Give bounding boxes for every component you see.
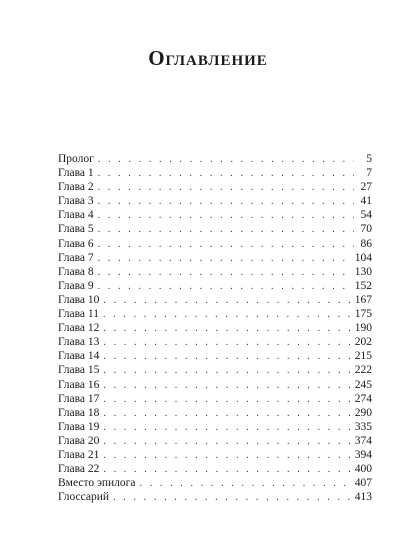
toc-entry-label: Глава 21: [58, 448, 100, 461]
toc-entry-label: Вместо эпилога: [58, 477, 136, 490]
toc-leader-dots: [140, 477, 353, 490]
toc-leader-dots: [98, 209, 354, 222]
toc-entry-page: 274: [354, 392, 372, 405]
toc-leader-dots: [103, 463, 352, 476]
toc-entry-page: 130: [354, 265, 372, 278]
toc-entry[interactable]: [58, 448, 372, 462]
toc-entry-page: 86: [360, 237, 372, 250]
toc-entry-label: Глава 4: [58, 209, 94, 222]
toc-leader-dots: [98, 223, 354, 236]
toc-leader-dots: [98, 238, 354, 251]
toc-entry-page: 54: [360, 209, 372, 222]
toc-entry[interactable]: [58, 434, 372, 448]
toc-entry[interactable]: [58, 321, 372, 335]
toc-entry[interactable]: [58, 462, 372, 476]
toc-entry-page: 175: [354, 308, 372, 321]
toc-entry[interactable]: [58, 335, 372, 349]
toc-entry-label: Глава 10: [58, 293, 100, 306]
toc-entry-label: Глава 11: [58, 308, 99, 321]
toc-leader-dots: [98, 195, 354, 208]
page-title: Оглавление: [148, 46, 268, 71]
toc-entry-label: Глава 14: [58, 350, 100, 363]
toc-leader-dots: [98, 181, 354, 194]
toc-entry[interactable]: [58, 152, 372, 166]
toc-leader-dots: [113, 491, 353, 504]
toc-entry-page: 290: [354, 406, 372, 419]
toc-leader-dots: [103, 379, 352, 392]
toc-entry-page: 152: [354, 279, 372, 292]
toc-entry-label: Глава 8: [58, 265, 94, 278]
toc-entry-label: Глава 7: [58, 251, 94, 264]
toc-entry-page: 70: [360, 223, 372, 236]
toc-entry-page: 407: [354, 477, 372, 490]
toc-leader-dots: [103, 336, 352, 349]
toc-entry-page: 374: [354, 434, 372, 447]
toc-entry-label: Глава 19: [58, 420, 100, 433]
toc-entry[interactable]: [58, 180, 372, 194]
toc-entry-label: Глава 17: [58, 392, 100, 405]
toc-entry-label: Глава 3: [58, 195, 94, 208]
toc-leader-dots: [103, 393, 352, 406]
toc-entry-page: 190: [354, 322, 372, 335]
toc-entry[interactable]: [58, 251, 372, 265]
toc-leader-dots: [103, 294, 352, 307]
toc-leader-dots: [98, 280, 353, 293]
toc-entry-page: 202: [354, 336, 372, 349]
toc-entry[interactable]: [58, 378, 372, 392]
toc-leader-dots: [103, 407, 352, 420]
toc-leader-dots: [103, 435, 352, 448]
toc-entry-label: Пролог: [58, 153, 94, 165]
toc-entry[interactable]: [58, 420, 372, 434]
toc-entry-page: 245: [354, 378, 372, 391]
toc-entry[interactable]: [58, 307, 372, 321]
toc-entry-page: 104: [354, 251, 372, 264]
toc-entry-label: Глава 2: [58, 181, 94, 194]
toc-entry-page: 413: [354, 491, 372, 504]
toc-entry[interactable]: [58, 222, 372, 236]
toc-entry-label: Глава 18: [58, 406, 100, 419]
toc-entry-page: 41: [360, 195, 372, 208]
toc-entry[interactable]: [58, 279, 372, 293]
toc-leader-dots: [98, 167, 354, 180]
toc-entry-label: Глава 1: [58, 167, 94, 180]
toc-entry[interactable]: [58, 208, 372, 222]
toc-entry-label: Глава 15: [58, 364, 100, 377]
toc-entry[interactable]: [58, 293, 372, 307]
toc-entry-page: 7: [366, 167, 372, 180]
toc-entry-label: Глава 6: [58, 237, 94, 250]
toc-leader-dots: [98, 266, 353, 279]
toc-entry-label: Глава 12: [58, 322, 100, 335]
toc-entry-page: 27: [360, 181, 372, 194]
toc-leader-dots: [103, 322, 352, 335]
toc-leader-dots: [103, 449, 352, 462]
toc-leader-dots: [98, 153, 354, 166]
toc-leader-dots: [103, 350, 352, 363]
toc-entry-page: 167: [354, 293, 372, 306]
toc-entry-label: Глава 22: [58, 463, 100, 476]
toc-entry-page: 394: [354, 448, 372, 461]
table-of-contents: [58, 152, 372, 504]
toc-entry-label: Глава 16: [58, 378, 100, 391]
toc-entry-page: 215: [354, 350, 372, 363]
toc-entry-label: Глоссарий: [58, 491, 110, 504]
toc-entry-page: 222: [354, 364, 372, 377]
toc-entry[interactable]: [58, 476, 372, 490]
toc-leader-dots: [98, 252, 353, 265]
toc-entry[interactable]: [58, 166, 372, 180]
toc-entry[interactable]: [58, 490, 372, 504]
toc-entry[interactable]: [58, 406, 372, 420]
toc-entry-label: Глава 5: [58, 223, 94, 236]
toc-entry[interactable]: [58, 363, 372, 377]
toc-leader-dots: [103, 364, 352, 377]
toc-entry[interactable]: [58, 194, 372, 208]
toc-entry-label: Глава 20: [58, 434, 100, 447]
toc-entry-page: 335: [354, 420, 372, 433]
toc-entry-page: 5: [366, 153, 372, 165]
toc-leader-dots: [103, 421, 352, 434]
toc-entry-label: Глава 9: [58, 279, 94, 292]
toc-entry[interactable]: [58, 392, 372, 406]
toc-entry-label: Глава 13: [58, 336, 100, 349]
toc-entry[interactable]: [58, 237, 372, 251]
toc-leader-dots: [103, 308, 353, 321]
toc-entry[interactable]: [58, 265, 372, 279]
toc-entry-page: 400: [354, 463, 372, 476]
toc-entry[interactable]: [58, 349, 372, 363]
